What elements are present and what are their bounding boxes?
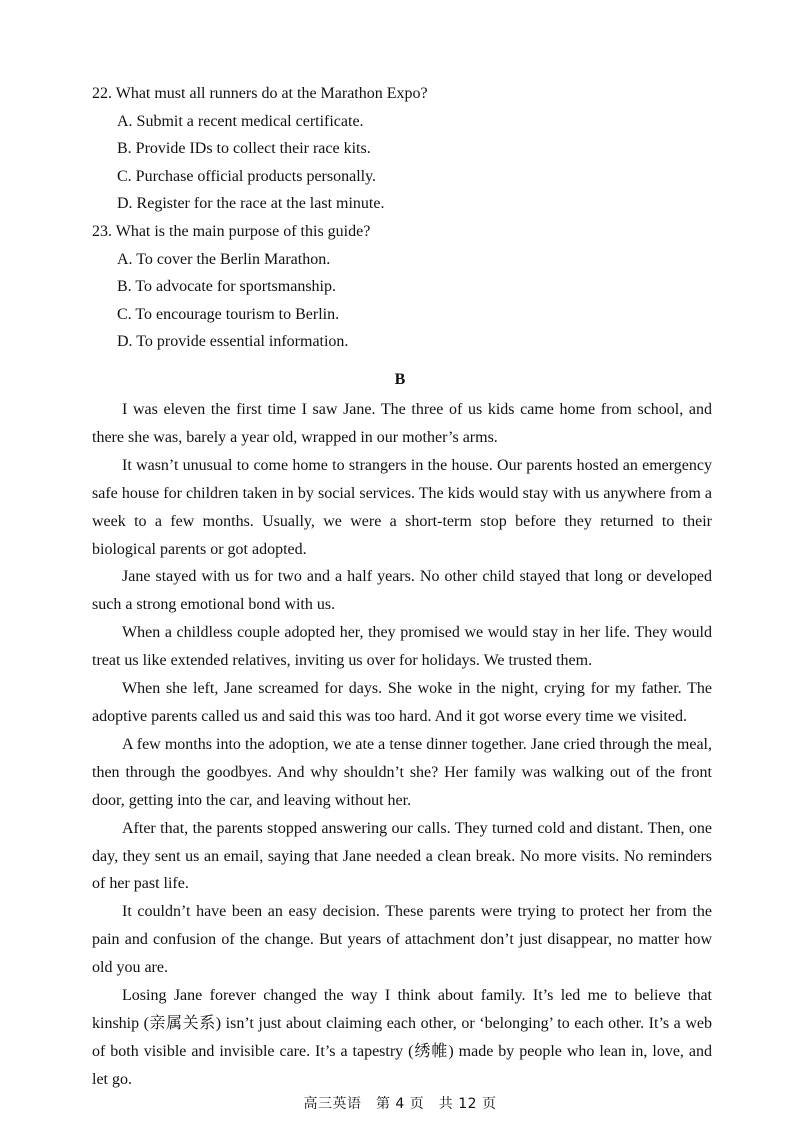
option-d: D. Register for the race at the last minute.	[117, 195, 385, 213]
question-stem: 22. What must all runners do at the Marathon Expo?	[92, 85, 428, 102]
question-stem: 23. What is the main purpose of this guide?	[92, 222, 371, 240]
option-d: D. To provide essential information.	[117, 333, 349, 351]
question-list	[92, 80, 772, 356]
passage-paragraph: A few months into the adoption, we ate a tense dinner together. Jane cried through the meal, then through the goodbyes. And why shouldn’t she? Her family was walking out of the front door, getting into the car, and leaving without her.	[92, 735, 712, 809]
question-22	[92, 80, 772, 218]
passage-paragraph: When she left, Jane screamed for days. She woke in the night, crying for my father. The adoptive parents called us and said this was too hard. And it got worse every time we visited.	[92, 680, 712, 725]
section-heading: B	[394, 371, 406, 388]
reading-passage	[92, 396, 712, 1094]
page-footer: 高三英语 第 4 页 共 12 页	[303, 1096, 497, 1112]
passage-paragraph: After that, the parents stopped answering our calls. They turned cold and distant. Then, one day, they sent us an email, saying that Jane needed a clean break. No more visits. No reminders of her past life.	[92, 819, 712, 893]
passage-paragraph: It wasn’t unusual to come home to strangers in the house. Our parents hosted an emergency safe house for children taken in by social services. The kids would stay with us anywhere from a week to a few months. Usually, we were a short-term stop before they returned to their biological parents or got adopted.	[92, 456, 712, 558]
passage-paragraph: When a childless couple adopted her, they promised we would stay in her life. They would treat us like extended relatives, inviting us over for holidays. We trusted them.	[92, 624, 712, 670]
question-23	[92, 218, 772, 356]
option-c: C. Purchase official products personally.	[117, 167, 377, 185]
option-b: B. To advocate for sportsmanship.	[117, 278, 336, 296]
passage-paragraph: Jane stayed with us for two and a half years. No other child stayed that long or developed such a strong emotional bond with us.	[92, 568, 712, 614]
option-c: C. To encourage tourism to Berlin.	[117, 305, 340, 323]
option-a: A. To cover the Berlin Marathon.	[117, 250, 331, 268]
passage-paragraph: Losing Jane forever changed the way I think about family. It’s led me to believe that kinship (亲属关系) isn’t just about claiming each other, or ‘belonging’ to each other. It’s a web of both visible and invisible care. It’s a tapestry (绣帷) made by people who lean in, love, and let go.	[92, 987, 712, 1088]
passage-paragraph: It couldn’t have been an easy decision. These parents were trying to protect her from the pain and confusion of the change. But years of attachment don’t just disappear, no matter how old you are.	[92, 903, 712, 977]
passage-paragraph: I was eleven the first time I saw Jane. The three of us kids came home from school, and there she was, barely a year old, wrapped in our mother’s arms.	[92, 401, 712, 446]
option-b: B. Provide IDs to collect their race kits.	[117, 140, 371, 158]
option-a: A. Submit a recent medical certificate.	[117, 112, 364, 130]
